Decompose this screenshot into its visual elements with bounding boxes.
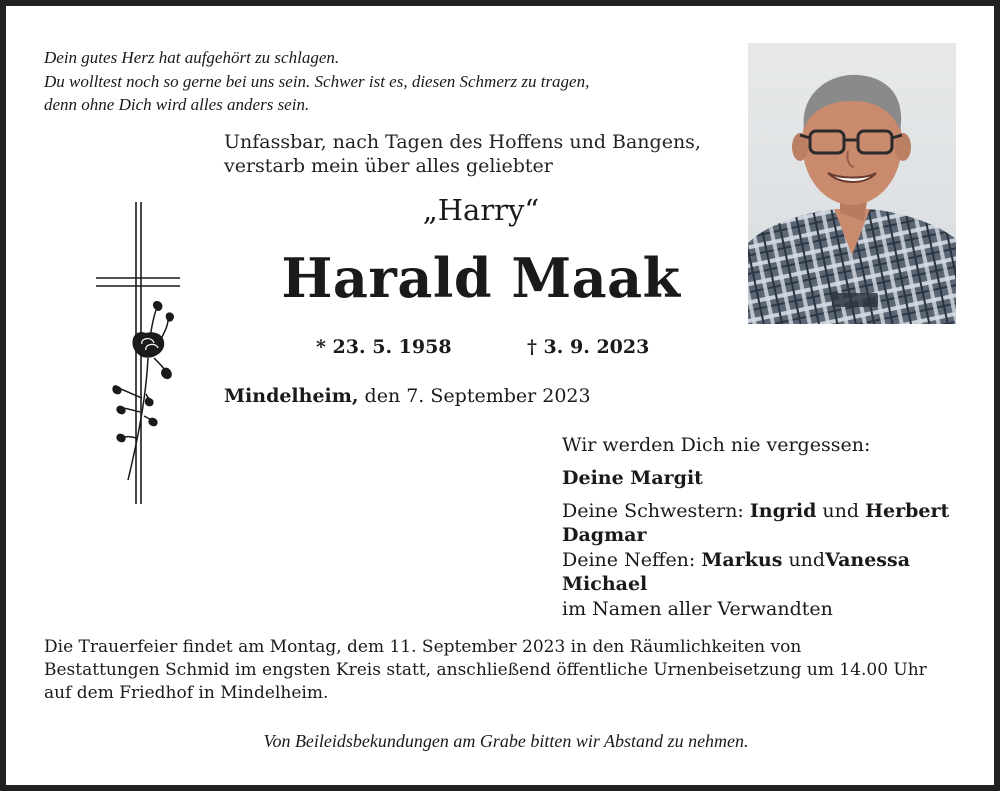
service-line: Bestattungen Schmid im engsten Kreis statt, anschließend öffentliche Urnenbeisetzung um 14.00 Uhr xyxy=(44,660,927,680)
nephews-label: Deine Neffen: xyxy=(562,549,702,571)
birth-date: * 23. 5. 1958 xyxy=(316,336,452,358)
family-sister2: Dagmar xyxy=(562,524,647,546)
sister-name: Ingrid xyxy=(749,500,817,522)
poem-line: Dein gutes Herz hat aufgehört zu schlagen. xyxy=(44,48,340,67)
sisters-label: Deine Schwestern: xyxy=(562,500,750,522)
portrait-photo xyxy=(748,43,956,324)
poem-line: denn ohne Dich wird alles anders sein. xyxy=(44,95,310,114)
death-date: † 3. 9. 2023 xyxy=(527,336,650,358)
conjunction: und xyxy=(816,500,866,522)
nephew-name: Markus xyxy=(701,549,783,571)
poem xyxy=(44,46,589,117)
service-line: Die Trauerfeier findet am Montag, dem 11. September 2023 in den Räumlichkeiten von xyxy=(44,637,802,657)
family-nephews xyxy=(562,548,910,572)
family-sisters xyxy=(562,499,949,523)
dateline-date: den 7. September 2023 xyxy=(358,385,591,407)
deceased-name: Harald Maak xyxy=(281,246,681,310)
intro-line: verstarb mein über alles geliebter xyxy=(224,155,553,177)
service-line: auf dem Friedhof in Mindelheim. xyxy=(44,683,329,703)
cross-with-rose-icon xyxy=(92,198,182,508)
family-wife: Deine Margit xyxy=(562,467,703,489)
family-relatives: im Namen aller Verwandten xyxy=(562,598,833,620)
family-nephew2: Michael xyxy=(562,573,648,595)
dateline-place: Mindelheim, xyxy=(224,385,359,407)
funeral-service-info xyxy=(44,636,927,705)
condolence-note: Von Beileidsbekundungen am Grabe bitten wir Abstand zu nehmen. xyxy=(263,731,749,751)
nickname: „Harry“ xyxy=(422,193,540,227)
poem-line: Du wolltest noch so gerne bei uns sein. Schwer ist es, diesen Schmerz zu tragen, xyxy=(44,71,590,91)
intro-line: Unfassbar, nach Tagen des Hoffens und Bangens, xyxy=(224,131,701,153)
nephew-partner-name: Vanessa xyxy=(825,549,911,571)
intro-text xyxy=(224,130,701,178)
dateline xyxy=(224,385,591,407)
family-intro: Wir werden Dich nie vergessen: xyxy=(562,434,871,456)
conjunction: und xyxy=(782,549,826,571)
sister-partner-name: Herbert xyxy=(865,500,950,522)
